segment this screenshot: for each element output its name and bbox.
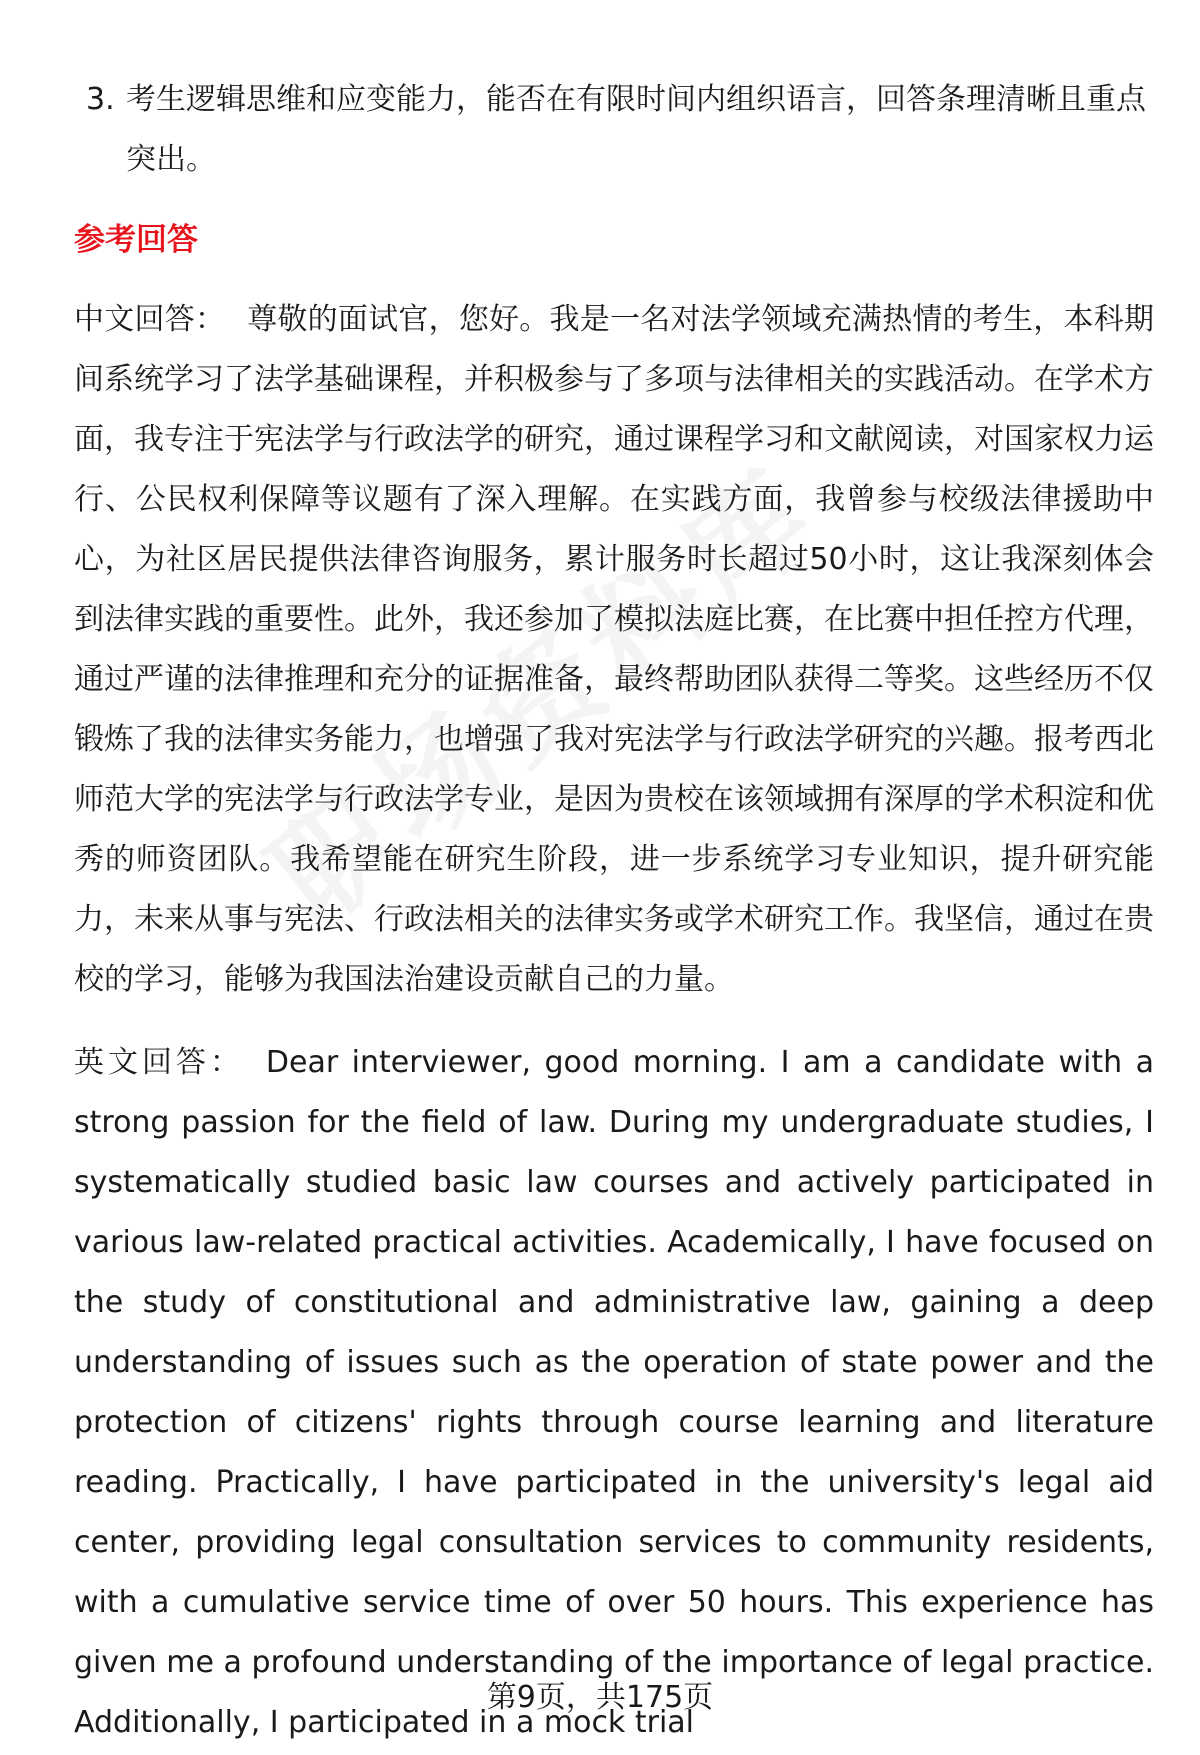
page-number-footer: 第9页，共175页 — [486, 1680, 714, 1715]
list-item-number: 3. — [86, 82, 115, 117]
english-answer-text: Dear interviewer, good morning. I am a candidate with a strong passion for the field of law. During my undergraduate studies, I systematically studied basic law courses and actively participated in various law-related practical activities. Academically, I have focused on the study of constitutional and administrative law, gaining a deep understanding of issues such as the operation of state power and the protection of citizens' rights through course learning and literature reading. Practically, I have participated in the university's legal aid center, providing legal consultation services to community residents, with a cumulative service time of over 50 hours. This experience has given me a profound understanding of the importance of legal practice. Additionally, I participated in a mock trial — [74, 1045, 1154, 1740]
english-answer-label: 英文回答： — [74, 1045, 244, 1080]
english-answer-paragraph — [74, 1033, 1154, 1753]
list-item — [74, 70, 1154, 190]
list-item-text: 考生逻辑思维和应变能力，能否在有限时间内组织语言，回答条理清晰且重点突出。 — [126, 82, 1146, 177]
section-heading: 参考回答 — [74, 222, 198, 258]
chinese-answer-text: 尊敬的面试官，您好。我是一名对法学领域充满热情的考生，本科期间系统学习了法学基础课程，并积极参与了多项与法律相关的实践活动。在学术方面，我专注于宪法学与行政法学的研究，通过课程学习和文献阅读，对国家权力运行、公民权利保障等议题有了深入理解。在实践方面，我曾参与校级法律援助中心，为社区居民提供法律咨询服务，累计服务时长超过50小时，这让我深刻体会到法律实践的重要性。此外，我还参加了模拟法庭比赛，在比赛中担任控方代理，通过严谨的法律推理和充分的证据准备，最终帮助团队获得二等奖。这些经历不仅锻炼了我的法律实务能力，也增强了我对宪法学与行政法学研究的兴趣。报考西北师范大学的宪法学与行政法学专业，是因为贵校在该领域拥有深厚的学术积淀和优秀的师资团队。我希望能在研究生阶段，进一步系统学习专业知识，提升研究能力，未来从事与宪法、行政法相关的法律实务或学术研究工作。我坚信，通过在贵校的学习，能够为我国法治建设贡献自己的力量。 — [74, 302, 1155, 997]
chinese-answer-label: 中文回答： — [74, 302, 226, 337]
chinese-answer-paragraph — [74, 290, 1154, 1010]
